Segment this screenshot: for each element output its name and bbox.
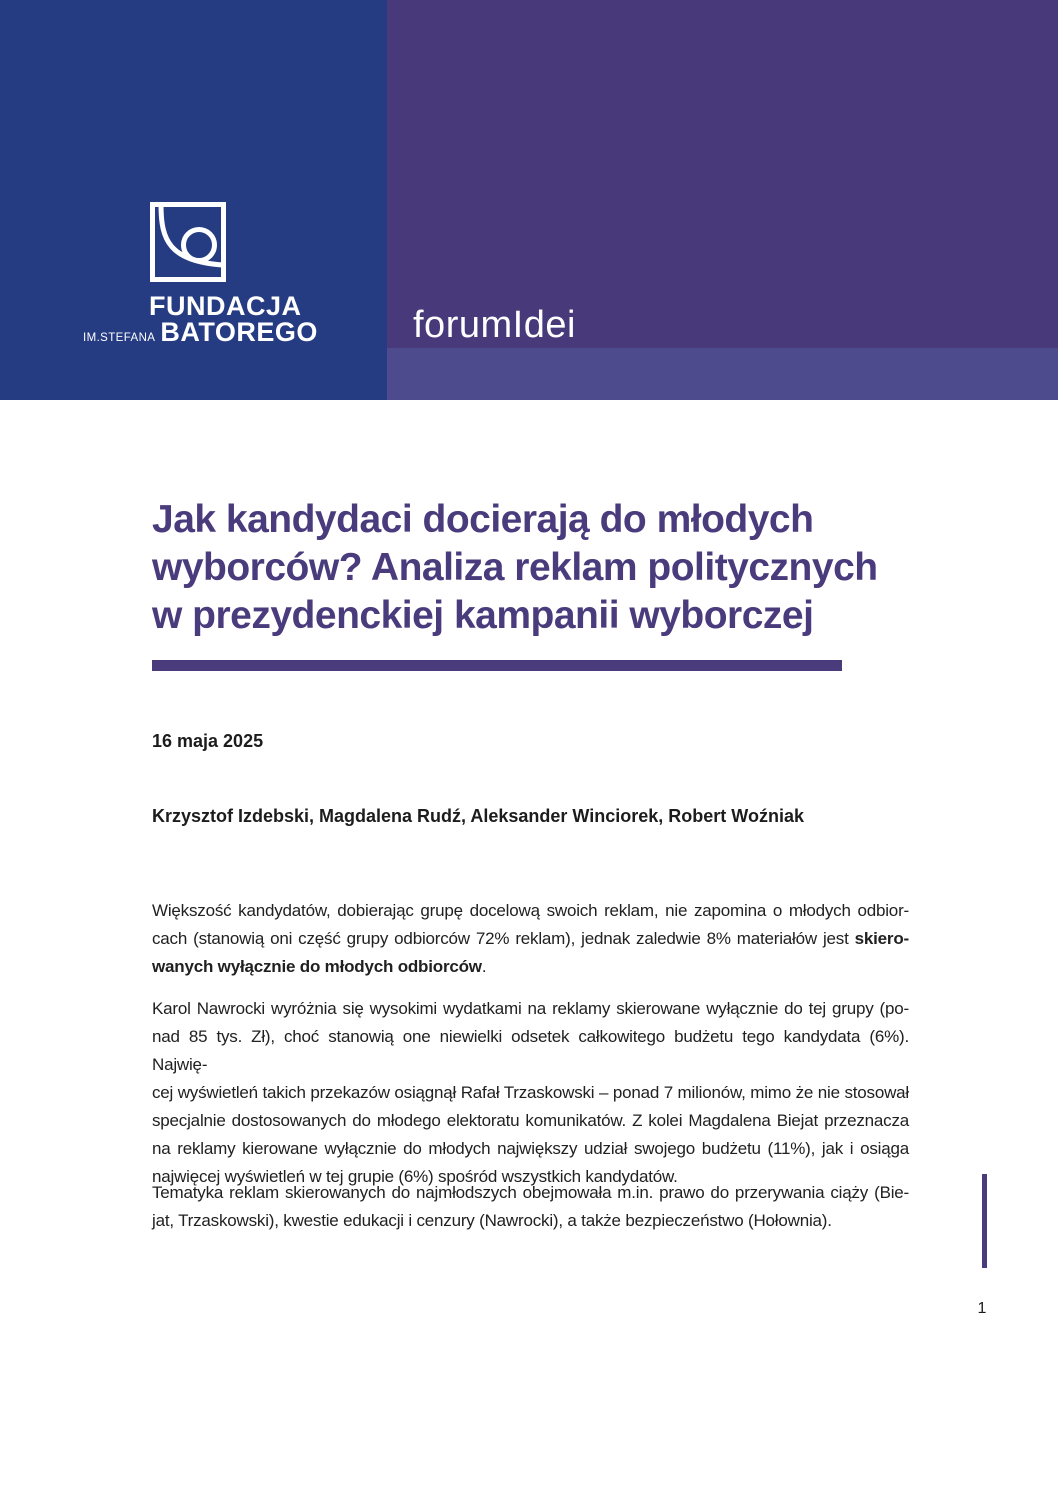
article-title-line: wyborców? Analiza reklam politycznych: [152, 546, 878, 589]
page-number: 1: [977, 1300, 987, 1317]
text-line: Karol Nawrocki wyróżnia się wysokimi wydatkami na reklamy skierowane wyłącznie do tej grupy (po-: [152, 999, 909, 1018]
text-segment: .: [481, 957, 487, 976]
article-title: [152, 496, 932, 640]
article-title-line: w prezydenckiej kampanii wyborczej: [152, 594, 814, 637]
body-paragraph-3: [152, 1179, 909, 1235]
text-line: Tematyka reklam skierowanych do najmłodszych obejmowała m.in. prawo do przerywania ciąży (Bie-: [152, 1183, 909, 1202]
article-title-line: Jak kandydaci docierają do młodych: [152, 498, 814, 541]
text-line: specjalnie dostosowanych do młodego elektoratu komunikatów. Z kolei Magdalena Biejat przeznacza: [152, 1111, 909, 1130]
text-line: jat, Trzaskowski), kwestie edukacji i cenzury (Nawrocki), a także bezpieczeństwo (Hołownia).: [152, 1211, 832, 1230]
header-light-band: [387, 348, 1058, 400]
header-purple-panel: [387, 0, 1058, 348]
body-paragraph-1: [152, 897, 909, 981]
text-segment: cach (stanowią oni część grupy odbiorców 72% reklam), jednak zaledwie 8% materiałów jest: [152, 929, 855, 948]
text-line: cej wyświetleń takich przekazów osiągnął Rafał Trzaskowski – ponad 7 milionów, mimo że nie stosował: [152, 1083, 909, 1102]
body-paragraph-2: [152, 995, 909, 1191]
text-line: [152, 953, 909, 981]
text-line: [152, 925, 909, 953]
text-line: nad 85 tys. Zł), choć stanowią one niewielki odsetek całkowitego budżetu tego kandydata (6%). Najwię-: [152, 1027, 909, 1074]
publication-date: 16 maja 2025: [152, 731, 264, 751]
text-line: Większość kandydatów, dobierając grupę docelową swoich reklam, nie zapomina o młodych odbior-: [152, 901, 909, 920]
text-line: na reklamy kierowane wyłącznie do młodych największy udział swojego budżetu (11%), jak i osiąga: [152, 1139, 909, 1158]
batory-foundation-logo-icon: [150, 202, 226, 282]
program-name-forumidei: forumIdei: [413, 304, 576, 346]
logo-text-row: [83, 318, 318, 346]
text-line: najwięcej wyświetleń w tej grupie (6%) spośród wszystkich kandydatów.: [152, 1167, 678, 1186]
logo-text-batorego: BATOREGO: [160, 317, 318, 347]
margin-accent-rule: [982, 1174, 987, 1268]
title-underline-bar: [152, 660, 842, 671]
text-segment-bold: wanych wyłącznie do młodych odbiorców: [152, 957, 482, 976]
text-segment-bold: skiero-: [854, 929, 909, 948]
authors-line: Krzysztof Izdebski, Magdalena Rudź, Aleksander Winciorek, Robert Woźniak: [152, 806, 804, 826]
logo-text-im-stefana: IM.STEFANA: [83, 332, 156, 344]
logo-text-fundacja: FUNDACJA: [149, 291, 302, 321]
